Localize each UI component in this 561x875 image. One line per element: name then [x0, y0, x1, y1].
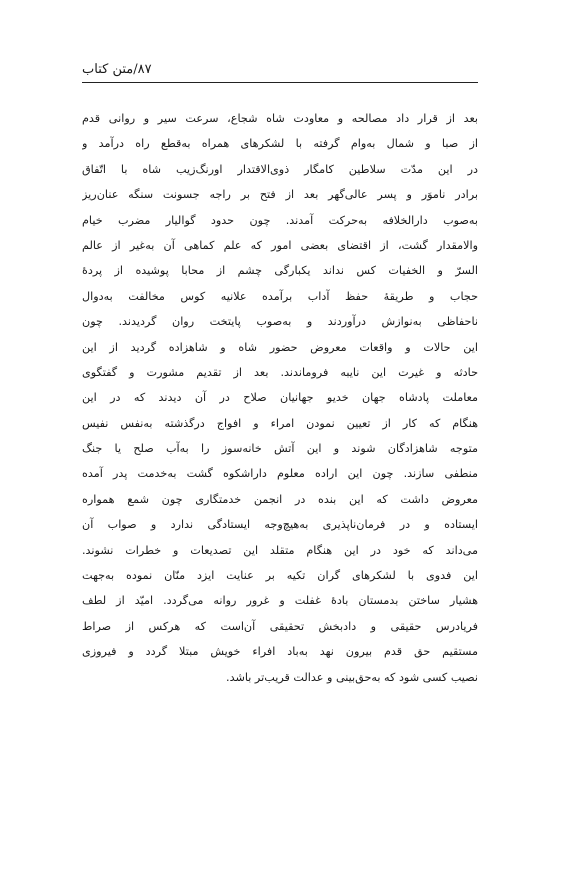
text-line: فریادرس حقیقی و دادبخش تحقیقی آن‌است که هرکس از صراط [82, 619, 478, 633]
text-line: معاملت پادشاه جهان خدیو جهانیان صلاح در آن دیدند که در این [82, 391, 478, 405]
text-line: ناحفاظی به‌نوازش درآوردند و به‌صوب پایتخت روان گردیدند. چون [82, 315, 478, 329]
body-text [82, 106, 478, 690]
header-rule [82, 82, 478, 83]
text-line: هشیار ساختن بدمستان بادهٔ غفلت و غرور روانه می‌گردد. امیّد از لطف [82, 594, 478, 608]
text-line: از صبا و شمال به‌وام گرفته با لشکرهای همراه به‌قطع راه درآمد و [82, 137, 478, 151]
text-line: بعد از قرار داد مصالحه و معاودت شاه شجاع، سرعت سیر و روانی قدم [82, 112, 478, 125]
text-line: ایستاده و در فرمان‌ناپذیری به‌هیچ‌وجه ایستادگی ندارد و صواب آن [82, 518, 478, 532]
text-line: متوجه شاهزادگان شوند و این آتش خانه‌سوز را به‌آب صلح یا جنگ [82, 442, 478, 456]
text-line: برادر ناموَر و پسر عالی‌گهر بعد از فتح بر راجه جسونت سنگه عنان‌ریز [82, 188, 478, 202]
text-line: والامقدار گشت، از اقتضای بعضی امور که علم کماهی آن به‌غیر از عالم [82, 238, 478, 252]
text-line: این فدوی با لشکرهای گران تکیه بر عنایت ایزد منّان نموده به‌جهت [82, 569, 478, 583]
text-line: منطفی سازند. چون این اراده معلوم داراشکوه گشت به‌خدمت پدر آمده [82, 467, 478, 481]
text-line: هنگام که کار از تعیین نمودن امراء و افواج درگذشته به‌نفس نفیس [82, 416, 478, 430]
text-line: حادثه و غیرت این نایبه فروماندند. بعد از تقدیم مشورت و گفتگوی [82, 365, 478, 379]
text-line: حجاب و طریقهٔ حفظ آداب برآمده علانیه کوس مخالفت به‌دوال [82, 289, 478, 303]
text-line: معروض داشت که این بنده در انجمن خدمتگاری چون شمع همواره [82, 492, 478, 506]
running-header-title: ۸۷/متن کتاب [82, 62, 152, 77]
text-line: مستقیم حق قدم بیرون نهد به‌باد افراء خویش مبتلا گردد و فیروزی [82, 645, 478, 659]
text-line: به‌صوب دارالخلافه به‌حرکت آمدند. چون حدود گوالیار مضرب خیام [82, 213, 478, 227]
text-line: السرّ و الخفیات کس نداند یکبارگی چشم از محابا پوشیده از پردهٔ [82, 264, 478, 278]
text-line-last: نصیب کسی شود که به‌حق‌بینی و عدالت قریب‌تر باشد. [226, 670, 478, 684]
text-line: می‌داند که خود در این هنگام متقلد این تصدیعات و خطرات نشوند. [82, 543, 478, 557]
running-header [82, 60, 478, 82]
text-line: در این مدّت سلاطین کامگار ذوی‌الاقتدار اورنگ‌زیب شاه با اتّفاق [82, 162, 478, 176]
text-line: این حالات و واقعات معروض حضور شاه و شاهزاده گردید از این [82, 340, 478, 354]
